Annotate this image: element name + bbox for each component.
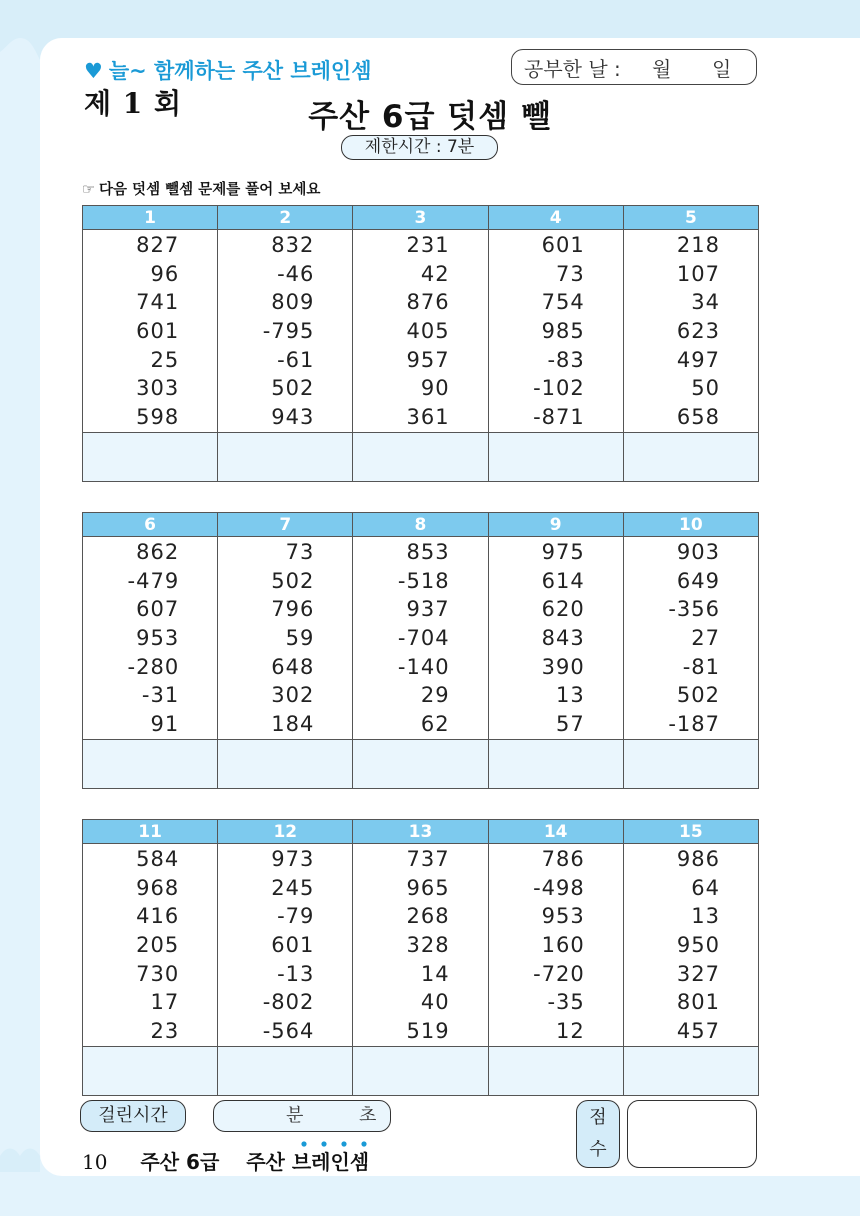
lesson-number: 제 1 회: [84, 87, 183, 120]
answer-cell[interactable]: [353, 739, 488, 788]
problem-column: [623, 844, 758, 1047]
problem-value: 23: [150, 1019, 180, 1044]
brand-name: [292, 1150, 369, 1174]
score-field[interactable]: [627, 1100, 757, 1168]
problem-column: [623, 537, 758, 740]
problem-value: 59: [285, 626, 315, 651]
problem-value: 50: [691, 376, 720, 401]
brand-main-text: 브레인셈: [291, 1150, 370, 1174]
problem-number: 8: [353, 513, 488, 537]
problem-value: 737: [406, 847, 450, 871]
problem-value: 13: [691, 904, 720, 929]
problem-column: [488, 230, 623, 433]
problem-value: 12: [556, 1019, 585, 1044]
problem-value: 965: [406, 875, 450, 900]
header-tagline: [84, 55, 372, 85]
problem-value: 405: [406, 319, 450, 344]
pointing-hand-icon: ☞: [82, 182, 95, 198]
problem-value: 658: [676, 405, 720, 430]
problem-value: 91: [150, 712, 180, 737]
problem-value: 973: [271, 847, 315, 871]
answer-row: [83, 739, 759, 788]
study-date-label: 공부한 날 :: [524, 56, 621, 81]
time-limit-badge: 제한시간 : 7분: [341, 135, 498, 160]
problem-value: -280: [127, 654, 180, 679]
emphasis-dots: [295, 1140, 375, 1148]
problem-value: -704: [397, 626, 450, 651]
problem-table: [82, 512, 759, 789]
problem-value: -720: [533, 961, 585, 986]
problem-value: 184: [271, 712, 315, 737]
problem-value: 730: [136, 961, 180, 986]
problem-value: 827: [136, 233, 180, 257]
problem-value: 519: [406, 1019, 450, 1044]
problem-value: 649: [676, 568, 720, 593]
problem-value: 601: [136, 319, 180, 344]
problem-value: -187: [668, 712, 720, 737]
problem-column: [83, 844, 218, 1047]
problem-column: [488, 844, 623, 1047]
problem-value: 107: [676, 261, 720, 286]
problem-value: 620: [541, 597, 585, 622]
answer-row: [83, 1046, 759, 1095]
problem-column: [218, 844, 353, 1047]
problem-value: -83: [547, 347, 585, 372]
problem-value: 34: [691, 290, 720, 315]
problem-value: -479: [127, 568, 180, 593]
problem-value: -140: [397, 654, 450, 679]
problem-number: 11: [83, 820, 218, 844]
problem-value: 950: [676, 933, 720, 958]
elapsed-time-label: 걸린시간: [80, 1100, 186, 1132]
second-label: 초: [359, 1105, 377, 1126]
problem-value: 986: [676, 847, 720, 871]
book-name: 주산 6급: [140, 1150, 220, 1174]
problem-column: [353, 537, 488, 740]
problem-value: 843: [541, 626, 585, 651]
problem-column: [218, 230, 353, 433]
problem-value: 327: [676, 961, 720, 986]
problem-number: 14: [488, 820, 623, 844]
problem-number-row: [83, 820, 759, 844]
problem-value: 953: [541, 904, 585, 929]
heart-icon: ♥: [84, 59, 103, 83]
problem-number: 1: [83, 206, 218, 230]
page-bottom-scallop: [0, 1142, 40, 1172]
problem-value: 853: [406, 540, 450, 564]
problem-number: 7: [218, 513, 353, 537]
problem-value: 13: [556, 683, 585, 708]
problem-value: -81: [682, 654, 720, 679]
score-label-2: 수: [589, 1139, 607, 1160]
problem-number: 15: [623, 820, 758, 844]
problem-values-row: [83, 230, 759, 433]
problem-value: 17: [150, 990, 180, 1015]
problem-values-row: [83, 537, 759, 740]
problem-value: 205: [136, 933, 180, 958]
problem-value: 741: [136, 290, 180, 315]
problem-value: 502: [271, 568, 315, 593]
problem-column: [83, 537, 218, 740]
problem-value: 328: [406, 933, 450, 958]
problem-value: 796: [271, 597, 315, 622]
problem-value: 29: [420, 683, 450, 708]
problem-value: 160: [541, 933, 585, 958]
problem-value: 623: [676, 319, 720, 344]
problem-number: 3: [353, 206, 488, 230]
problem-number: 12: [218, 820, 353, 844]
problem-value: 27: [691, 626, 720, 651]
problem-value: 601: [541, 233, 585, 257]
problem-value: 975: [541, 540, 585, 564]
answer-cell[interactable]: [353, 1046, 488, 1095]
elapsed-time-field[interactable]: [213, 1100, 391, 1132]
answer-cell[interactable]: [488, 739, 623, 788]
answer-cell[interactable]: [218, 739, 353, 788]
problem-value: 40: [420, 990, 450, 1015]
day-label: 일: [712, 56, 732, 81]
problem-value: -61: [277, 347, 315, 372]
answer-cell[interactable]: [83, 739, 218, 788]
problem-number: 13: [353, 820, 488, 844]
problem-number: 5: [623, 206, 758, 230]
problem-value: 937: [406, 597, 450, 622]
problem-value: 73: [285, 540, 315, 564]
problem-value: -31: [141, 683, 180, 708]
problem-value: 390: [541, 654, 585, 679]
answer-cell[interactable]: [623, 1046, 758, 1095]
problem-value: 245: [271, 875, 315, 900]
problem-values-row: [83, 844, 759, 1047]
problem-value: 801: [676, 990, 720, 1015]
problem-value: 62: [420, 712, 450, 737]
problem-column: [83, 230, 218, 433]
problem-value: 614: [541, 568, 585, 593]
answer-row: [83, 432, 759, 481]
problem-value: 96: [150, 261, 180, 286]
problem-value: 416: [136, 904, 180, 929]
problem-value: 985: [541, 319, 585, 344]
answer-cell[interactable]: [488, 1046, 623, 1095]
problem-value: 302: [271, 683, 315, 708]
problem-value: -802: [262, 990, 315, 1015]
problem-value: 73: [556, 261, 585, 286]
problem-value: 361: [406, 405, 450, 430]
problem-value: -795: [262, 319, 315, 344]
problem-value: 231: [406, 233, 450, 257]
problem-value: -518: [397, 568, 450, 593]
problem-number: 2: [218, 206, 353, 230]
answer-cell[interactable]: [218, 432, 353, 481]
answer-cell[interactable]: [83, 432, 218, 481]
problem-value: 968: [136, 875, 180, 900]
problem-number: 6: [83, 513, 218, 537]
answer-cell[interactable]: [83, 1046, 218, 1095]
problem-number: 10: [623, 513, 758, 537]
problem-value: 90: [420, 376, 450, 401]
problem-number-row: [83, 513, 759, 537]
brand-prefix: 주산: [246, 1150, 285, 1174]
problem-table: [82, 819, 759, 1096]
problem-value: -13: [277, 961, 315, 986]
problem-number: 4: [488, 206, 623, 230]
score-label-1: 점: [589, 1107, 607, 1128]
problem-value: 457: [676, 1019, 720, 1044]
month-label: 월: [652, 56, 672, 81]
problem-table: [82, 205, 759, 482]
problem-value: 903: [676, 540, 720, 564]
problem-column: [623, 230, 758, 433]
page-footer: [82, 1146, 369, 1175]
problem-value: 607: [136, 597, 180, 622]
problem-value: 14: [420, 961, 450, 986]
instruction-text: 다음 덧셈 뺄셈 문제를 풀어 보세요: [99, 182, 321, 198]
problem-value: -356: [668, 597, 720, 622]
problem-column: [353, 844, 488, 1047]
problem-value: -871: [533, 405, 585, 430]
problem-value: 832: [271, 233, 315, 257]
problem-value: 502: [271, 376, 315, 401]
problem-column: [353, 230, 488, 433]
problem-number: 9: [488, 513, 623, 537]
problem-value: 943: [271, 405, 315, 430]
page-number: 10: [82, 1150, 108, 1174]
problem-number-row: [83, 206, 759, 230]
problem-value: 218: [676, 233, 720, 257]
problem-column: [488, 537, 623, 740]
problem-value: 957: [406, 347, 450, 372]
problem-value: -46: [277, 261, 315, 286]
problem-value: 57: [556, 712, 585, 737]
problem-value: 809: [271, 290, 315, 315]
problem-value: 648: [271, 654, 315, 679]
study-date-box[interactable]: [511, 49, 757, 85]
problem-value: 601: [271, 933, 315, 958]
problem-value: 64: [691, 875, 720, 900]
problem-value: 584: [136, 847, 180, 871]
problem-value: 754: [541, 290, 585, 315]
problem-value: 502: [676, 683, 720, 708]
problem-value: -102: [533, 376, 585, 401]
problem-value: -35: [547, 990, 585, 1015]
instruction: [82, 178, 320, 199]
tagline-text: 늘~ 함께하는 주산 브레인셈: [108, 59, 372, 83]
problem-value: 953: [136, 626, 180, 651]
answer-cell[interactable]: [488, 432, 623, 481]
problem-value: 303: [136, 376, 180, 401]
problem-value: 497: [676, 347, 720, 372]
score-label: [576, 1100, 620, 1168]
problem-value: -564: [262, 1019, 315, 1044]
answer-cell[interactable]: [623, 739, 758, 788]
problem-column: [218, 537, 353, 740]
problem-value: 786: [541, 847, 585, 871]
answer-cell[interactable]: [623, 432, 758, 481]
answer-cell[interactable]: [353, 432, 488, 481]
minute-label: 분: [286, 1105, 304, 1126]
problem-value: -79: [277, 904, 315, 929]
page-title: 주산 6급 덧셈 뺄: [308, 99, 552, 135]
problem-value: -498: [533, 875, 585, 900]
problem-value: 876: [406, 290, 450, 315]
problem-value: 598: [136, 405, 180, 430]
problem-value: 25: [150, 347, 180, 372]
answer-cell[interactable]: [218, 1046, 353, 1095]
problem-value: 862: [136, 540, 180, 564]
problem-value: 42: [420, 261, 450, 286]
problem-value: 268: [406, 904, 450, 929]
